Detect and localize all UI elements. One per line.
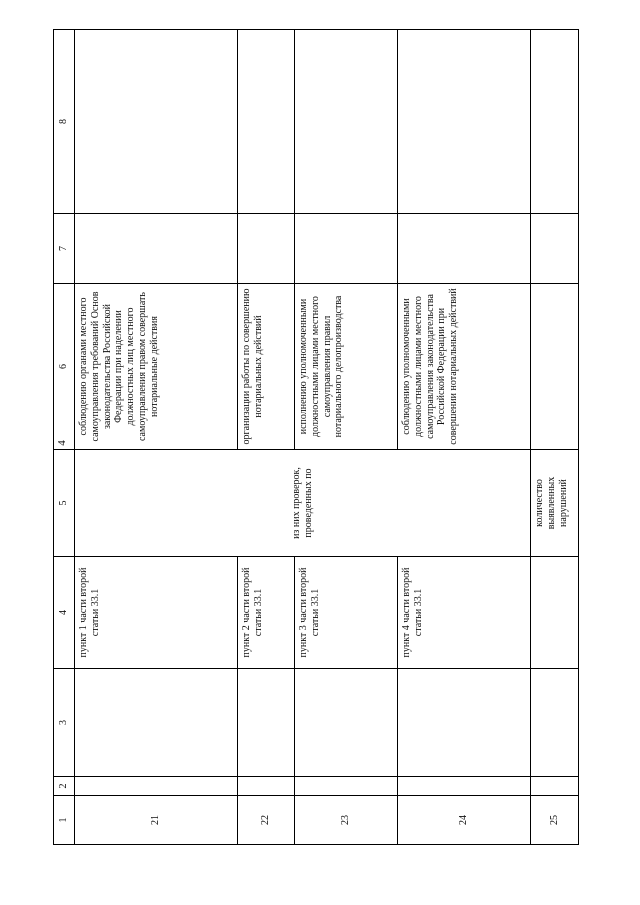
row-number: 24 — [398, 796, 531, 845]
row-number: 23 — [295, 796, 398, 845]
cell-article-ref: пункт 3 части второй статьи 33.1 — [295, 557, 398, 669]
rotated-table-container — [53, 30, 575, 845]
column-number-8: 8 — [54, 30, 75, 214]
cell-c8 — [398, 30, 531, 214]
cell-inspections-merged — [75, 450, 531, 557]
row-number: 25 — [531, 796, 579, 845]
column-number-6: 6 — [54, 284, 75, 450]
cell-article-ref — [531, 557, 579, 669]
cell-article-ref: пункт 1 части второй статьи 33.1 — [75, 557, 238, 669]
cell-c3 — [398, 669, 531, 777]
cell-c7 — [75, 214, 238, 284]
cell-article-ref: пункт 4 части второй статьи 33.1 — [398, 557, 531, 669]
cell-subject: соблюдению органами местного самоуправления требований Основ законодательства Российской Федерации при наделении должностных лиц местного самоуправления правом совершать нотариальные действия — [75, 284, 238, 450]
cell-c2 — [75, 777, 238, 796]
cell-c2 — [398, 777, 531, 796]
cell-c8 — [75, 30, 238, 214]
cell-violations-count: количество выявленных нарушений — [531, 450, 579, 557]
cell-c3 — [531, 669, 579, 777]
row-number: 22 — [238, 796, 295, 845]
row-number: 21 — [75, 796, 238, 845]
column-number-3: 3 — [54, 669, 75, 777]
cell-subject: соблюдению уполномоченными должностными лицами местного самоуправления законодательства Российской Федерации при совершении нотариальных действий — [398, 284, 531, 450]
cell-article-ref: пункт 2 части второй статьи 33.1 — [238, 557, 295, 669]
column-number-7: 7 — [54, 214, 75, 284]
cell-c7 — [531, 214, 579, 284]
report-table — [53, 29, 579, 845]
column-number-1: 1 — [54, 796, 75, 845]
table-row — [238, 30, 295, 845]
cell-c3 — [238, 669, 295, 777]
table-row — [531, 30, 579, 845]
cell-c2 — [295, 777, 398, 796]
table-row — [295, 30, 398, 845]
cell-subject — [531, 284, 579, 450]
cell-c8 — [531, 30, 579, 214]
cell-c2 — [238, 777, 295, 796]
cell-c7 — [295, 214, 398, 284]
column-number-row — [54, 30, 75, 845]
cell-c2 — [531, 777, 579, 796]
cell-c8 — [295, 30, 398, 214]
cell-c7 — [238, 214, 295, 284]
cell-subject: исполнению уполномоченными должностными лицами местного самоуправления правил нотариального делопроизводства — [295, 284, 398, 450]
column-number-4: 4 — [54, 557, 75, 669]
column-number-5: 5 — [54, 450, 75, 557]
column-number-2: 2 — [54, 777, 75, 796]
cell-c7 — [398, 214, 531, 284]
table-row — [398, 30, 531, 845]
cell-subject: организации работы по совершению нотариальных действий — [238, 284, 295, 450]
table-row — [75, 30, 238, 845]
cell-c3 — [295, 669, 398, 777]
page-number: 4 — [55, 440, 68, 446]
inspections-merged-text: из них проверок, проведенных по — [290, 467, 314, 539]
cell-c8 — [238, 30, 295, 214]
cell-c3 — [75, 669, 238, 777]
